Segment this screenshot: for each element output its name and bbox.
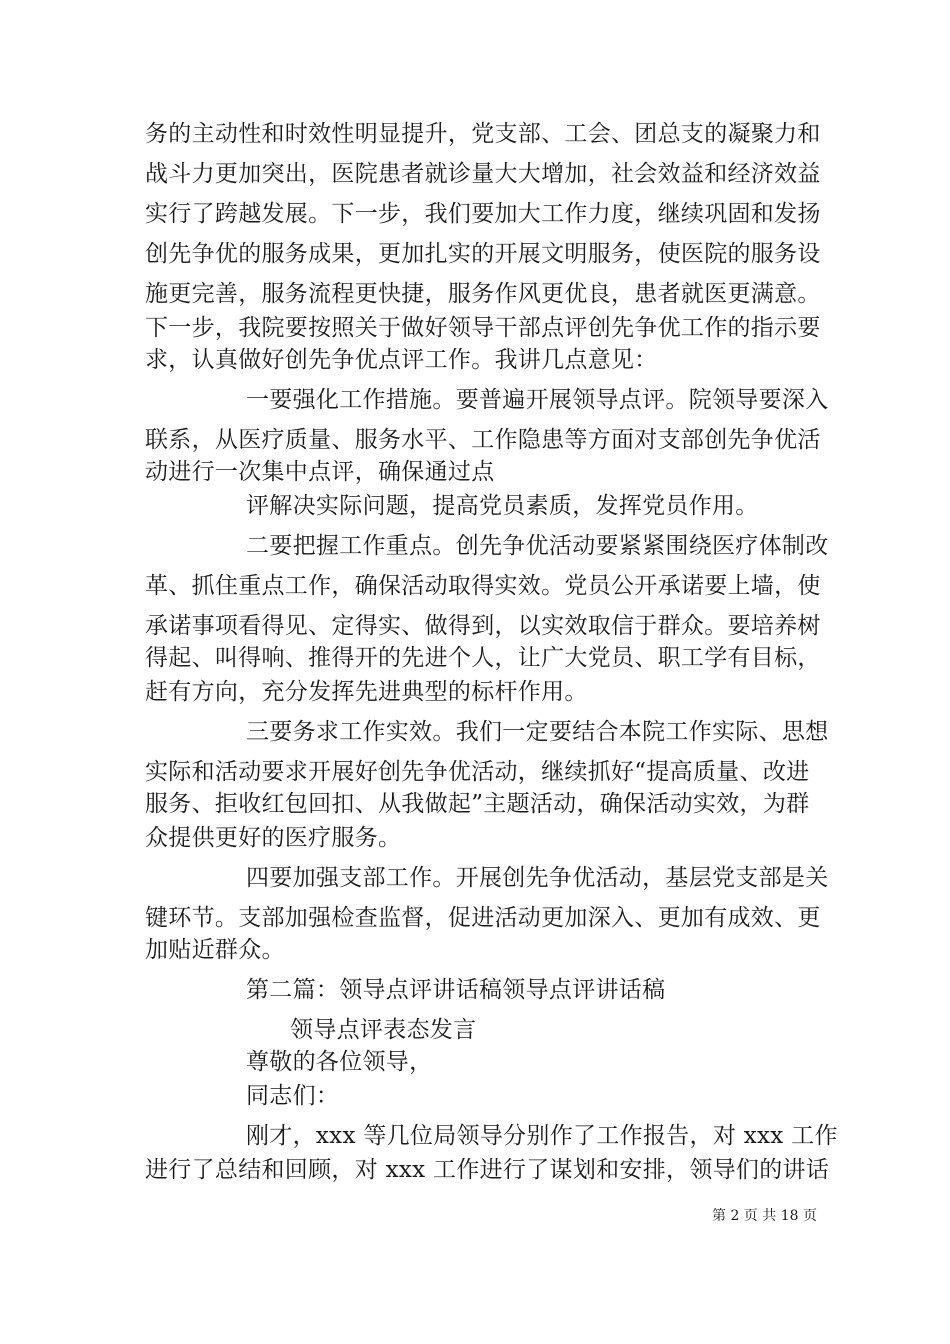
section-heading: 第二篇：领导点评讲话稿领导点评讲话稿 bbox=[246, 977, 666, 1003]
body-line: 务的主动性和时效性明显提升，党支部、工会、团总支的凝聚力和 bbox=[145, 121, 821, 147]
body-line: 下一步，我院要按照关于做好领导干部点评创先争优工作的指示要 bbox=[145, 315, 821, 341]
paragraph-first-line: 四要加强支部工作。开展创先争优活动，基层党支部是关 bbox=[246, 865, 829, 891]
body-line: 赶有方向，充分发挥先进典型的标杆作用。 bbox=[145, 679, 588, 705]
subsection-heading: 领导点评表态发言 bbox=[290, 1017, 477, 1043]
body-line: 加贴近群众。 bbox=[145, 937, 285, 963]
body-line: 求，认真做好创先争优点评工作。我讲几点意见： bbox=[145, 347, 658, 373]
salutation-line: 尊敬的各位领导， bbox=[246, 1049, 433, 1075]
body-line: 实际和活动要求开展好创先争优活动，继续抓好“提高质量、改进 bbox=[145, 759, 810, 785]
page-number: 第 2 页 共 18 页 bbox=[712, 1208, 817, 1224]
body-line: 进行了总结和回顾，对 xxx 工作进行了谋划和安排，领导们的讲话 bbox=[145, 1157, 830, 1183]
body-line: 联系，从医疗质量、服务水平、工作隐患等方面对支部创先争优活 bbox=[145, 427, 821, 453]
paragraph-first-line: 刚才，xxx 等几位局领导分别作了工作报告，对 xxx 工作 bbox=[246, 1123, 838, 1149]
body-line: 实行了跨越发展。下一步，我们要加大工作力度，继续巩固和发扬 bbox=[145, 201, 821, 227]
body-line: 服务、拒收红包回扣、从我做起”主题活动，确保活动实效，为群 bbox=[145, 791, 810, 817]
body-line: 动进行一次集中点评，确保通过点 bbox=[145, 459, 495, 485]
body-line: 键环节。支部加强检查监督，促进活动更加深入、更加有成效、更 bbox=[145, 905, 821, 931]
body-line: 革、抓住重点工作，确保活动取得实效。党员公开承诺要上墙，使 bbox=[145, 573, 821, 599]
body-line: 得起、叫得响、推得开的先进个人，让广大党员、职工学有目标， bbox=[145, 645, 821, 671]
body-line: 众提供更好的医疗服务。 bbox=[145, 825, 402, 851]
body-line: 战斗力更加突出，医院患者就诊量大大增加，社会效益和经济效益 bbox=[145, 161, 821, 187]
paragraph-first-line: 三要务求工作实效。我们一定要结合本院工作实际、思想 bbox=[246, 719, 829, 745]
paragraph-first-line: 二要把握工作重点。创先争优活动要紧紧围绕医疗体制改 bbox=[246, 533, 829, 559]
body-line: 施更完善，服务流程更快捷，服务作风更优良，患者就医更满意。 bbox=[145, 281, 821, 307]
salutation-line: 同志们： bbox=[246, 1083, 340, 1109]
paragraph-first-line: 评解决实际问题，提高党员素质，发挥党员作用。 bbox=[246, 493, 759, 519]
body-line: 创先争优的服务成果，更加扎实的开展文明服务，使医院的服务设 bbox=[145, 241, 821, 267]
body-line: 承诺事项看得见、定得实、做得到，以实效取信于群众。要培养树 bbox=[145, 613, 821, 639]
paragraph-first-line: 一要强化工作措施。要普遍开展领导点评。院领导要深入 bbox=[246, 387, 829, 413]
